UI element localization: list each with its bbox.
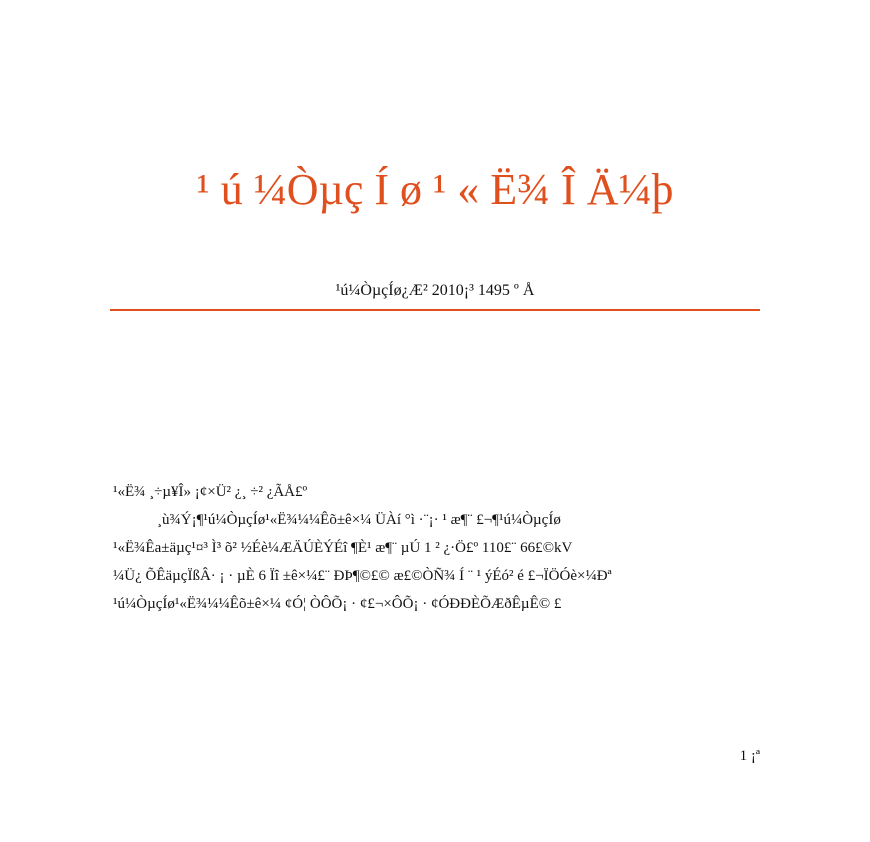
body-paragraph-line: ¸ù¾Ý¡¶¹ú¼ÒµçÍø¹«Ë¾¼¼Êõ±ê×¼ ÜÀí °ì ·¨¡· ¹ æ¶¨ £¬¶¹ú¼ÒµçÍø	[157, 512, 561, 528]
title-divider	[110, 309, 760, 311]
body-paragraph-line: ¹«Ë¾Êa±äµç¹¤³ Ì³ õ² ½Éè¼ÆÄÚÈÝÉî ¶È¹ æ¶¨ µÚ 1 ² ¿·Ö£º 110£¨ 66£©kV	[113, 540, 573, 556]
page-number: 1 ¡ª	[739, 748, 760, 764]
document-title: ¹ ú ¼Òµç Í ø ¹ « Ë¾ Î Ä¼þ	[196, 165, 674, 214]
body-paragraph-line: ¼Ü¿ ÕÊäµçÏßÂ· ¡ · µÈ 6 Ïî ±ê×¼£¨ ÐÞ¶©£© æ£©ÒÑ¾ Í ¨ ¹ ýÉó² é £¬ÏÖÓè×¼Ðª	[113, 568, 612, 584]
body-paragraph-line: ¹ú¼ÒµçÍø¹«Ë¾¼¼Êõ±ê×¼ ¢Ó¦ ÒÔÕ¡ · ¢£¬×ÔÕ¡ · ¢ÓÐÐÈÕÆðÊµÊ© £	[113, 596, 562, 612]
document-number: ¹ú¼ÒµçÍø¿Æ² 2010¡³ 1495 º Å	[335, 282, 535, 299]
document-body	[113, 478, 763, 618]
salutation-line: ¹«Ë¾ ¸÷µ¥Î» ¡¢×Ü² ¿¸ ÷² ¿ÃÅ£º	[113, 484, 308, 500]
